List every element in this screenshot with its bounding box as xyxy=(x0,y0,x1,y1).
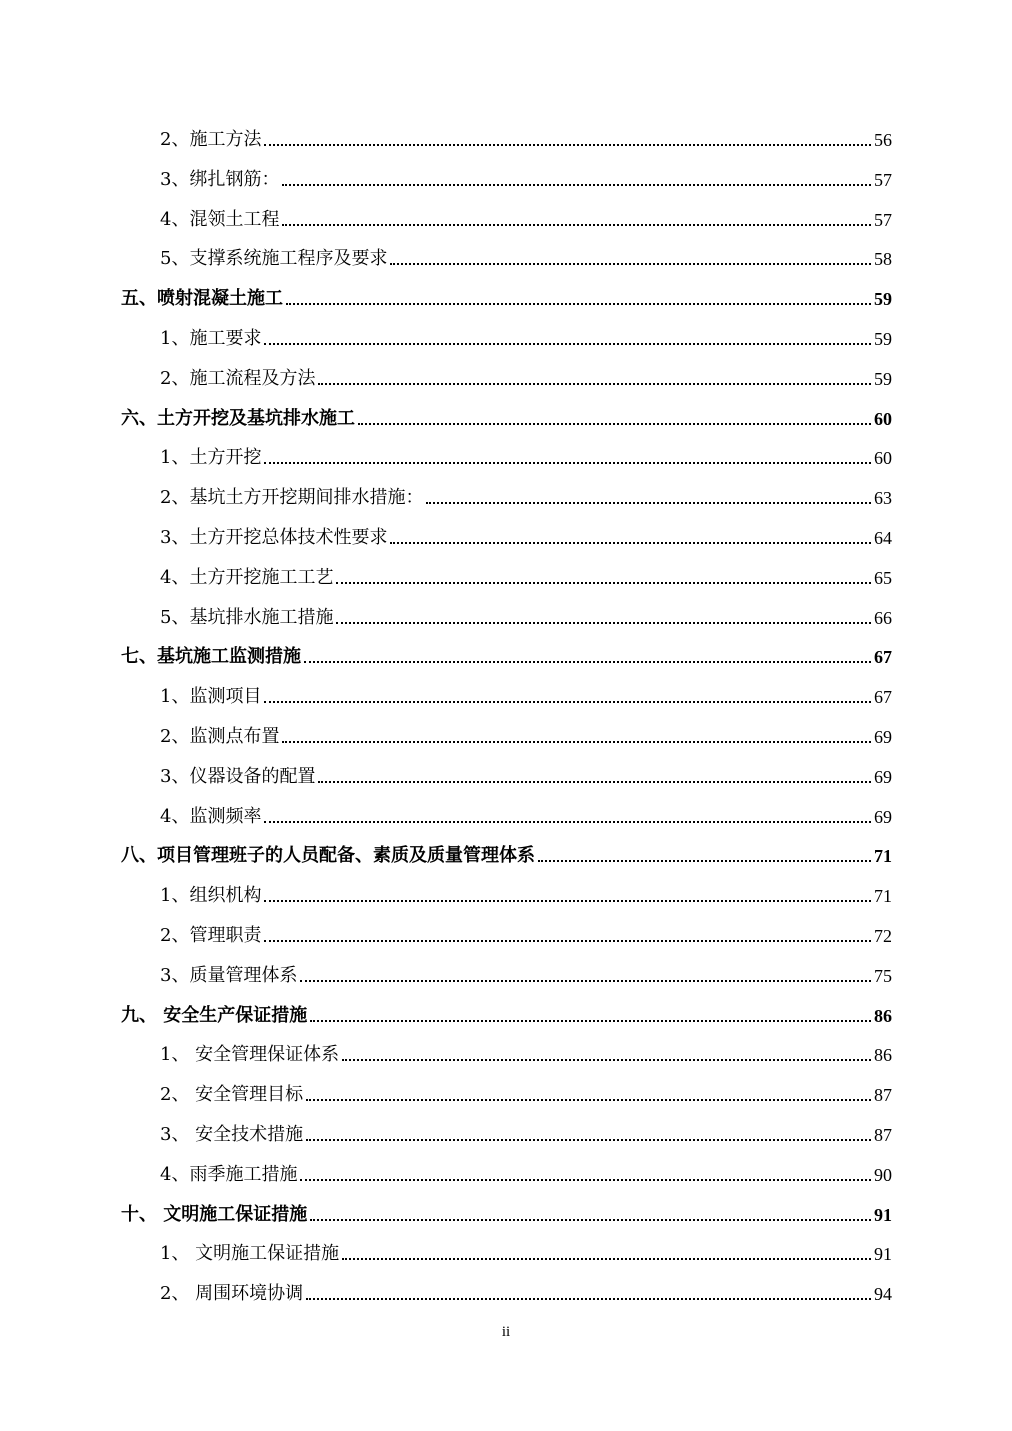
toc-section-entry[interactable] xyxy=(160,805,892,829)
toc-entry-title: 八、项目管理班子的人员配备、素质及质量管理体系 xyxy=(121,845,535,866)
toc-dot-leader xyxy=(336,582,871,584)
toc-dot-leader xyxy=(264,462,871,464)
toc-section-entry[interactable] xyxy=(160,606,892,630)
toc-section-entry[interactable] xyxy=(160,566,892,590)
toc-section-entry[interactable] xyxy=(160,765,892,789)
toc-entry-title: 1、组织机构 xyxy=(160,885,262,906)
toc-page-number: 64 xyxy=(874,528,892,548)
footer-page-number: ii xyxy=(501,1324,511,1340)
toc-page-number: 86 xyxy=(874,1006,892,1026)
toc-section-entry[interactable] xyxy=(160,964,892,988)
toc-page-number: 59 xyxy=(874,369,892,389)
toc-page-number: 71 xyxy=(874,846,892,866)
toc-entry-title: 3、质量管理体系 xyxy=(160,965,298,986)
toc-page-number: 71 xyxy=(874,886,892,906)
toc-entry-title: 3、绑扎钢筋： xyxy=(160,169,280,190)
toc-entry-title: 3、 安全技术措施 xyxy=(160,1124,304,1145)
toc-page-number: 57 xyxy=(874,210,892,230)
toc-section-entry[interactable] xyxy=(160,327,892,351)
toc-section-entry[interactable] xyxy=(160,725,892,749)
toc-page-number: 72 xyxy=(874,926,892,946)
toc-entry-title: 3、仪器设备的配置 xyxy=(160,766,316,787)
toc-page-number: 69 xyxy=(874,807,892,827)
toc-section-entry[interactable] xyxy=(160,1282,892,1306)
toc-page-number: 63 xyxy=(874,488,892,508)
toc-page-number: 65 xyxy=(874,568,892,588)
toc-entry-title: 九、 安全生产保证措施 xyxy=(121,1005,308,1026)
toc-entry-title: 1、监测项目 xyxy=(160,686,262,707)
toc-entry-title: 五、喷射混凝土施工 xyxy=(121,288,283,309)
toc-entry-title: 2、 安全管理目标 xyxy=(160,1084,304,1105)
toc-chapter-entry[interactable] xyxy=(121,645,892,669)
toc-dot-leader xyxy=(300,980,871,982)
toc-section-entry[interactable] xyxy=(160,446,892,470)
toc-entry-title: 4、监测频率 xyxy=(160,806,262,827)
toc-entry-title: 2、施工方法 xyxy=(160,129,262,150)
toc-dot-leader xyxy=(282,184,871,186)
toc-page-number: 91 xyxy=(874,1244,892,1264)
toc-section-entry[interactable] xyxy=(160,526,892,550)
toc-entry-title: 十、 文明施工保证措施 xyxy=(121,1204,308,1225)
toc-page-number: 87 xyxy=(874,1085,892,1105)
toc-dot-leader xyxy=(310,1020,871,1022)
toc-dot-leader xyxy=(310,1219,871,1221)
toc-entry-title: 1、土方开挖 xyxy=(160,447,262,468)
toc-dot-leader xyxy=(306,1139,871,1141)
toc-dot-leader xyxy=(342,1059,871,1061)
toc-entry-title: 5、基坑排水施工措施 xyxy=(160,607,334,628)
toc-entry-title: 2、监测点布置 xyxy=(160,726,280,747)
toc-page-number: 60 xyxy=(874,409,892,429)
toc-chapter-entry[interactable] xyxy=(121,407,892,431)
toc-entry-title: 4、土方开挖施工工艺 xyxy=(160,567,334,588)
toc-section-entry[interactable] xyxy=(160,486,892,510)
toc-dot-leader xyxy=(306,1298,871,1300)
toc-entry-title: 七、基坑施工监测措施 xyxy=(121,646,301,667)
toc-page-number: 56 xyxy=(874,130,892,150)
toc-entry-title: 3、土方开挖总体技术性要求 xyxy=(160,527,388,548)
toc-section-entry[interactable] xyxy=(160,1083,892,1107)
toc-page-number: 75 xyxy=(874,966,892,986)
toc-section-entry[interactable] xyxy=(160,884,892,908)
toc-page-number: 87 xyxy=(874,1125,892,1145)
toc-page-number: 57 xyxy=(874,170,892,190)
toc-section-entry[interactable] xyxy=(160,128,892,152)
toc-dot-leader xyxy=(342,1258,871,1260)
toc-entry-title: 1、 安全管理保证体系 xyxy=(160,1044,340,1065)
toc-dot-leader xyxy=(336,622,871,624)
toc-page-number: 67 xyxy=(874,647,892,667)
toc-chapter-entry[interactable] xyxy=(121,844,892,868)
toc-page-number: 90 xyxy=(874,1165,892,1185)
toc-dot-leader xyxy=(318,383,871,385)
toc-section-entry[interactable] xyxy=(160,168,892,192)
toc-page-number: 59 xyxy=(874,289,892,309)
toc-entry-title: 1、施工要求 xyxy=(160,328,262,349)
toc-page-number: 60 xyxy=(874,448,892,468)
toc-dot-leader xyxy=(282,224,871,226)
toc-page-number: 69 xyxy=(874,727,892,747)
toc-chapter-entry[interactable] xyxy=(121,1203,892,1227)
toc-dot-leader xyxy=(264,144,871,146)
toc-dot-leader xyxy=(264,701,871,703)
toc-dot-leader xyxy=(304,661,871,663)
toc-page-number: 91 xyxy=(874,1205,892,1225)
toc-entry-title: 1、 文明施工保证措施 xyxy=(160,1243,340,1264)
toc-dot-leader xyxy=(286,303,871,305)
toc-entry-title: 六、土方开挖及基坑排水施工 xyxy=(121,408,355,429)
toc-dot-leader xyxy=(306,1099,871,1101)
toc-dot-leader xyxy=(282,741,871,743)
toc-entry-title: 2、施工流程及方法 xyxy=(160,368,316,389)
toc-section-entry[interactable] xyxy=(160,1242,892,1266)
toc-chapter-entry[interactable] xyxy=(121,287,892,311)
toc-entry-title: 4、混领土工程 xyxy=(160,209,280,230)
toc-page-number: 58 xyxy=(874,249,892,269)
toc-section-entry[interactable] xyxy=(160,685,892,709)
toc-dot-leader xyxy=(264,343,871,345)
toc-section-entry[interactable] xyxy=(160,1123,892,1147)
toc-dot-leader xyxy=(264,940,871,942)
toc-chapter-entry[interactable] xyxy=(121,1004,892,1028)
toc-section-entry[interactable] xyxy=(160,247,892,271)
toc-entry-title: 2、基坑土方开挖期间排水措施： xyxy=(160,487,424,508)
toc-section-entry[interactable] xyxy=(160,1043,892,1067)
toc-section-entry[interactable] xyxy=(160,924,892,948)
toc-entry-title: 2、管理职责 xyxy=(160,925,262,946)
toc-page-number: 59 xyxy=(874,329,892,349)
toc-entry-title: 5、支撑系统施工程序及要求 xyxy=(160,248,388,269)
toc-page-number: 67 xyxy=(874,687,892,707)
toc-entry-title: 4、雨季施工措施 xyxy=(160,1164,298,1185)
toc-page-number: 94 xyxy=(874,1284,892,1304)
toc-dot-leader xyxy=(390,542,871,544)
toc-dot-leader xyxy=(300,1179,871,1181)
toc-section-entry[interactable] xyxy=(160,208,892,232)
toc-section-entry[interactable] xyxy=(160,1163,892,1187)
toc-dot-leader xyxy=(318,781,871,783)
toc-dot-leader xyxy=(264,900,871,902)
toc-section-entry[interactable] xyxy=(160,367,892,391)
toc-dot-leader xyxy=(390,263,871,265)
toc-page-number: 86 xyxy=(874,1045,892,1065)
toc-entry-title: 2、 周围环境协调 xyxy=(160,1283,304,1304)
toc-dot-leader xyxy=(358,423,871,425)
toc-page-number: 69 xyxy=(874,767,892,787)
toc-dot-leader xyxy=(426,502,871,504)
toc-dot-leader xyxy=(264,821,871,823)
toc-dot-leader xyxy=(538,860,871,862)
toc-page-number: 66 xyxy=(874,608,892,628)
